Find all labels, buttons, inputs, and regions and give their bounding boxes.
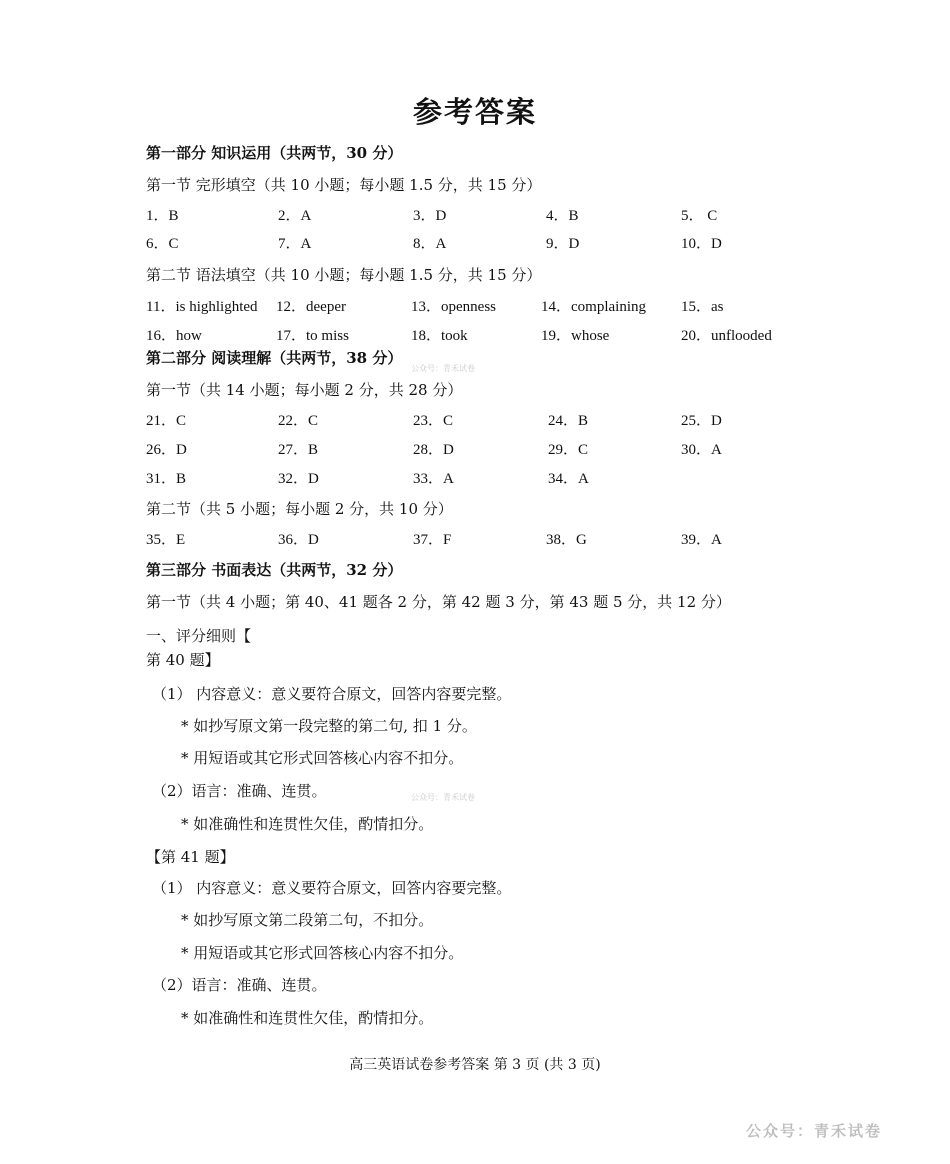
q40-content-criterion: （1） 内容意义：意义要符合原文，回答内容要完整。 bbox=[152, 685, 512, 703]
answer-item: 18．took bbox=[411, 328, 468, 344]
answer-item: 20．unflooded bbox=[681, 328, 772, 344]
part2-section1-heading: 第一节（共 14 小题；每小题 2 分，共 28 分） bbox=[146, 381, 463, 399]
answer-item: 32．D bbox=[278, 471, 319, 487]
answer-item: 7．A bbox=[278, 236, 312, 252]
answer-item: 12．deeper bbox=[276, 299, 346, 315]
answer-item: 39．A bbox=[681, 532, 722, 548]
answer-row bbox=[0, 409, 950, 429]
answer-item: 27．B bbox=[278, 442, 319, 458]
answer-item: 13．openness bbox=[411, 299, 496, 315]
answer-item: 15．as bbox=[681, 299, 724, 315]
answer-item: 5． C bbox=[681, 208, 718, 224]
answer-item: 33．A bbox=[413, 471, 454, 487]
part1-section1-heading: 第一节 完形填空（共 10 小题；每小题 1.5 分，共 15 分） bbox=[146, 176, 542, 194]
answer-item: 37．F bbox=[413, 532, 452, 548]
page-footer: 高三英语试卷参考答案 第 3 页 (共 3 页) bbox=[349, 1057, 601, 1073]
part3-heading: 第三部分 书面表达（共两节，32 分） bbox=[146, 561, 403, 579]
answer-item: 23．C bbox=[413, 413, 454, 429]
answer-item: 8．A bbox=[413, 236, 447, 252]
answer-row bbox=[0, 232, 950, 252]
part2-section2-heading: 第二节（共 5 小题；每小题 2 分，共 10 分） bbox=[146, 500, 453, 518]
q41-language-criterion: （2）语言：准确、连贯。 bbox=[152, 976, 327, 994]
answer-item: 21．C bbox=[146, 413, 187, 429]
watermark-text: 公众号：青禾试卷 bbox=[411, 364, 475, 373]
answer-item: 1．B bbox=[146, 208, 179, 224]
answer-item: 38．G bbox=[546, 532, 587, 548]
q41-content-criterion: （1） 内容意义：意义要符合原文，回答内容要完整。 bbox=[152, 879, 512, 897]
answer-item: 30．A bbox=[681, 442, 722, 458]
part3-section1-heading: 第一节（共 4 小题；第 40、41 题各 2 分，第 42 题 3 分，第 43 题 5 分，共 12 分） bbox=[146, 593, 731, 611]
answer-item: 10．D bbox=[681, 236, 722, 252]
answer-row bbox=[0, 528, 950, 548]
answer-item: 29．C bbox=[548, 442, 589, 458]
answer-item: 24．B bbox=[548, 413, 589, 429]
answer-row bbox=[0, 438, 950, 458]
answer-item: 26．D bbox=[146, 442, 187, 458]
answer-item: 3．D bbox=[413, 208, 447, 224]
rubric-heading: 一、评分细则【 bbox=[146, 627, 252, 645]
answer-item: 22．C bbox=[278, 413, 319, 429]
answer-item: 4．B bbox=[546, 208, 579, 224]
page-title: 参考答案 bbox=[412, 95, 537, 129]
answer-item: 16．how bbox=[146, 328, 202, 344]
watermark-text: 公众号：青禾试卷 bbox=[411, 793, 475, 802]
q41-heading: 【第 41 题】 bbox=[146, 848, 235, 866]
answer-item: 25．D bbox=[681, 413, 722, 429]
part2-heading: 第二部分 阅读理解（共两节，38 分） bbox=[146, 349, 403, 367]
part1-heading: 第一部分 知识运用（共两节，30 分） bbox=[146, 144, 403, 162]
q40-note: * 如抄写原文第一段完整的第二句, 扣 1 分。 bbox=[181, 717, 477, 735]
answer-item: 36．D bbox=[278, 532, 319, 548]
answer-item: 6．C bbox=[146, 236, 179, 252]
answer-row bbox=[0, 204, 950, 224]
q41-note: * 用短语或其它形式回答核心内容不扣分。 bbox=[181, 944, 464, 962]
answer-item: 31．B bbox=[146, 471, 187, 487]
answer-row bbox=[0, 324, 950, 344]
answer-item: 2．A bbox=[278, 208, 312, 224]
answer-row bbox=[0, 295, 950, 315]
q40-language-criterion: （2）语言：准确、连贯。 bbox=[152, 782, 327, 800]
q41-note: * 如准确性和连贯性欠佳，酌情扣分。 bbox=[181, 1009, 434, 1027]
answer-item: 9．D bbox=[546, 236, 580, 252]
q40-note: * 用短语或其它形式回答核心内容不扣分。 bbox=[181, 749, 464, 767]
answer-item: 17．to miss bbox=[276, 328, 349, 344]
answer-row bbox=[0, 467, 950, 487]
corner-watermark: 公众号：青禾试卷 bbox=[745, 1122, 882, 1140]
answer-item: 11．is highlighted bbox=[146, 299, 258, 315]
answer-item: 19．whose bbox=[541, 328, 610, 344]
part1-section2-heading: 第二节 语法填空（共 10 小题；每小题 1.5 分，共 15 分） bbox=[146, 266, 542, 284]
q40-note: * 如准确性和连贯性欠佳，酌情扣分。 bbox=[181, 815, 434, 833]
answer-item: 28．D bbox=[413, 442, 454, 458]
answer-item: 35．E bbox=[146, 532, 186, 548]
answer-item: 34．A bbox=[548, 471, 589, 487]
answer-item: 14．complaining bbox=[541, 299, 646, 315]
q41-note: * 如抄写原文第二段第二句，不扣分。 bbox=[181, 911, 434, 929]
q40-heading: 第 40 题】 bbox=[146, 651, 220, 669]
